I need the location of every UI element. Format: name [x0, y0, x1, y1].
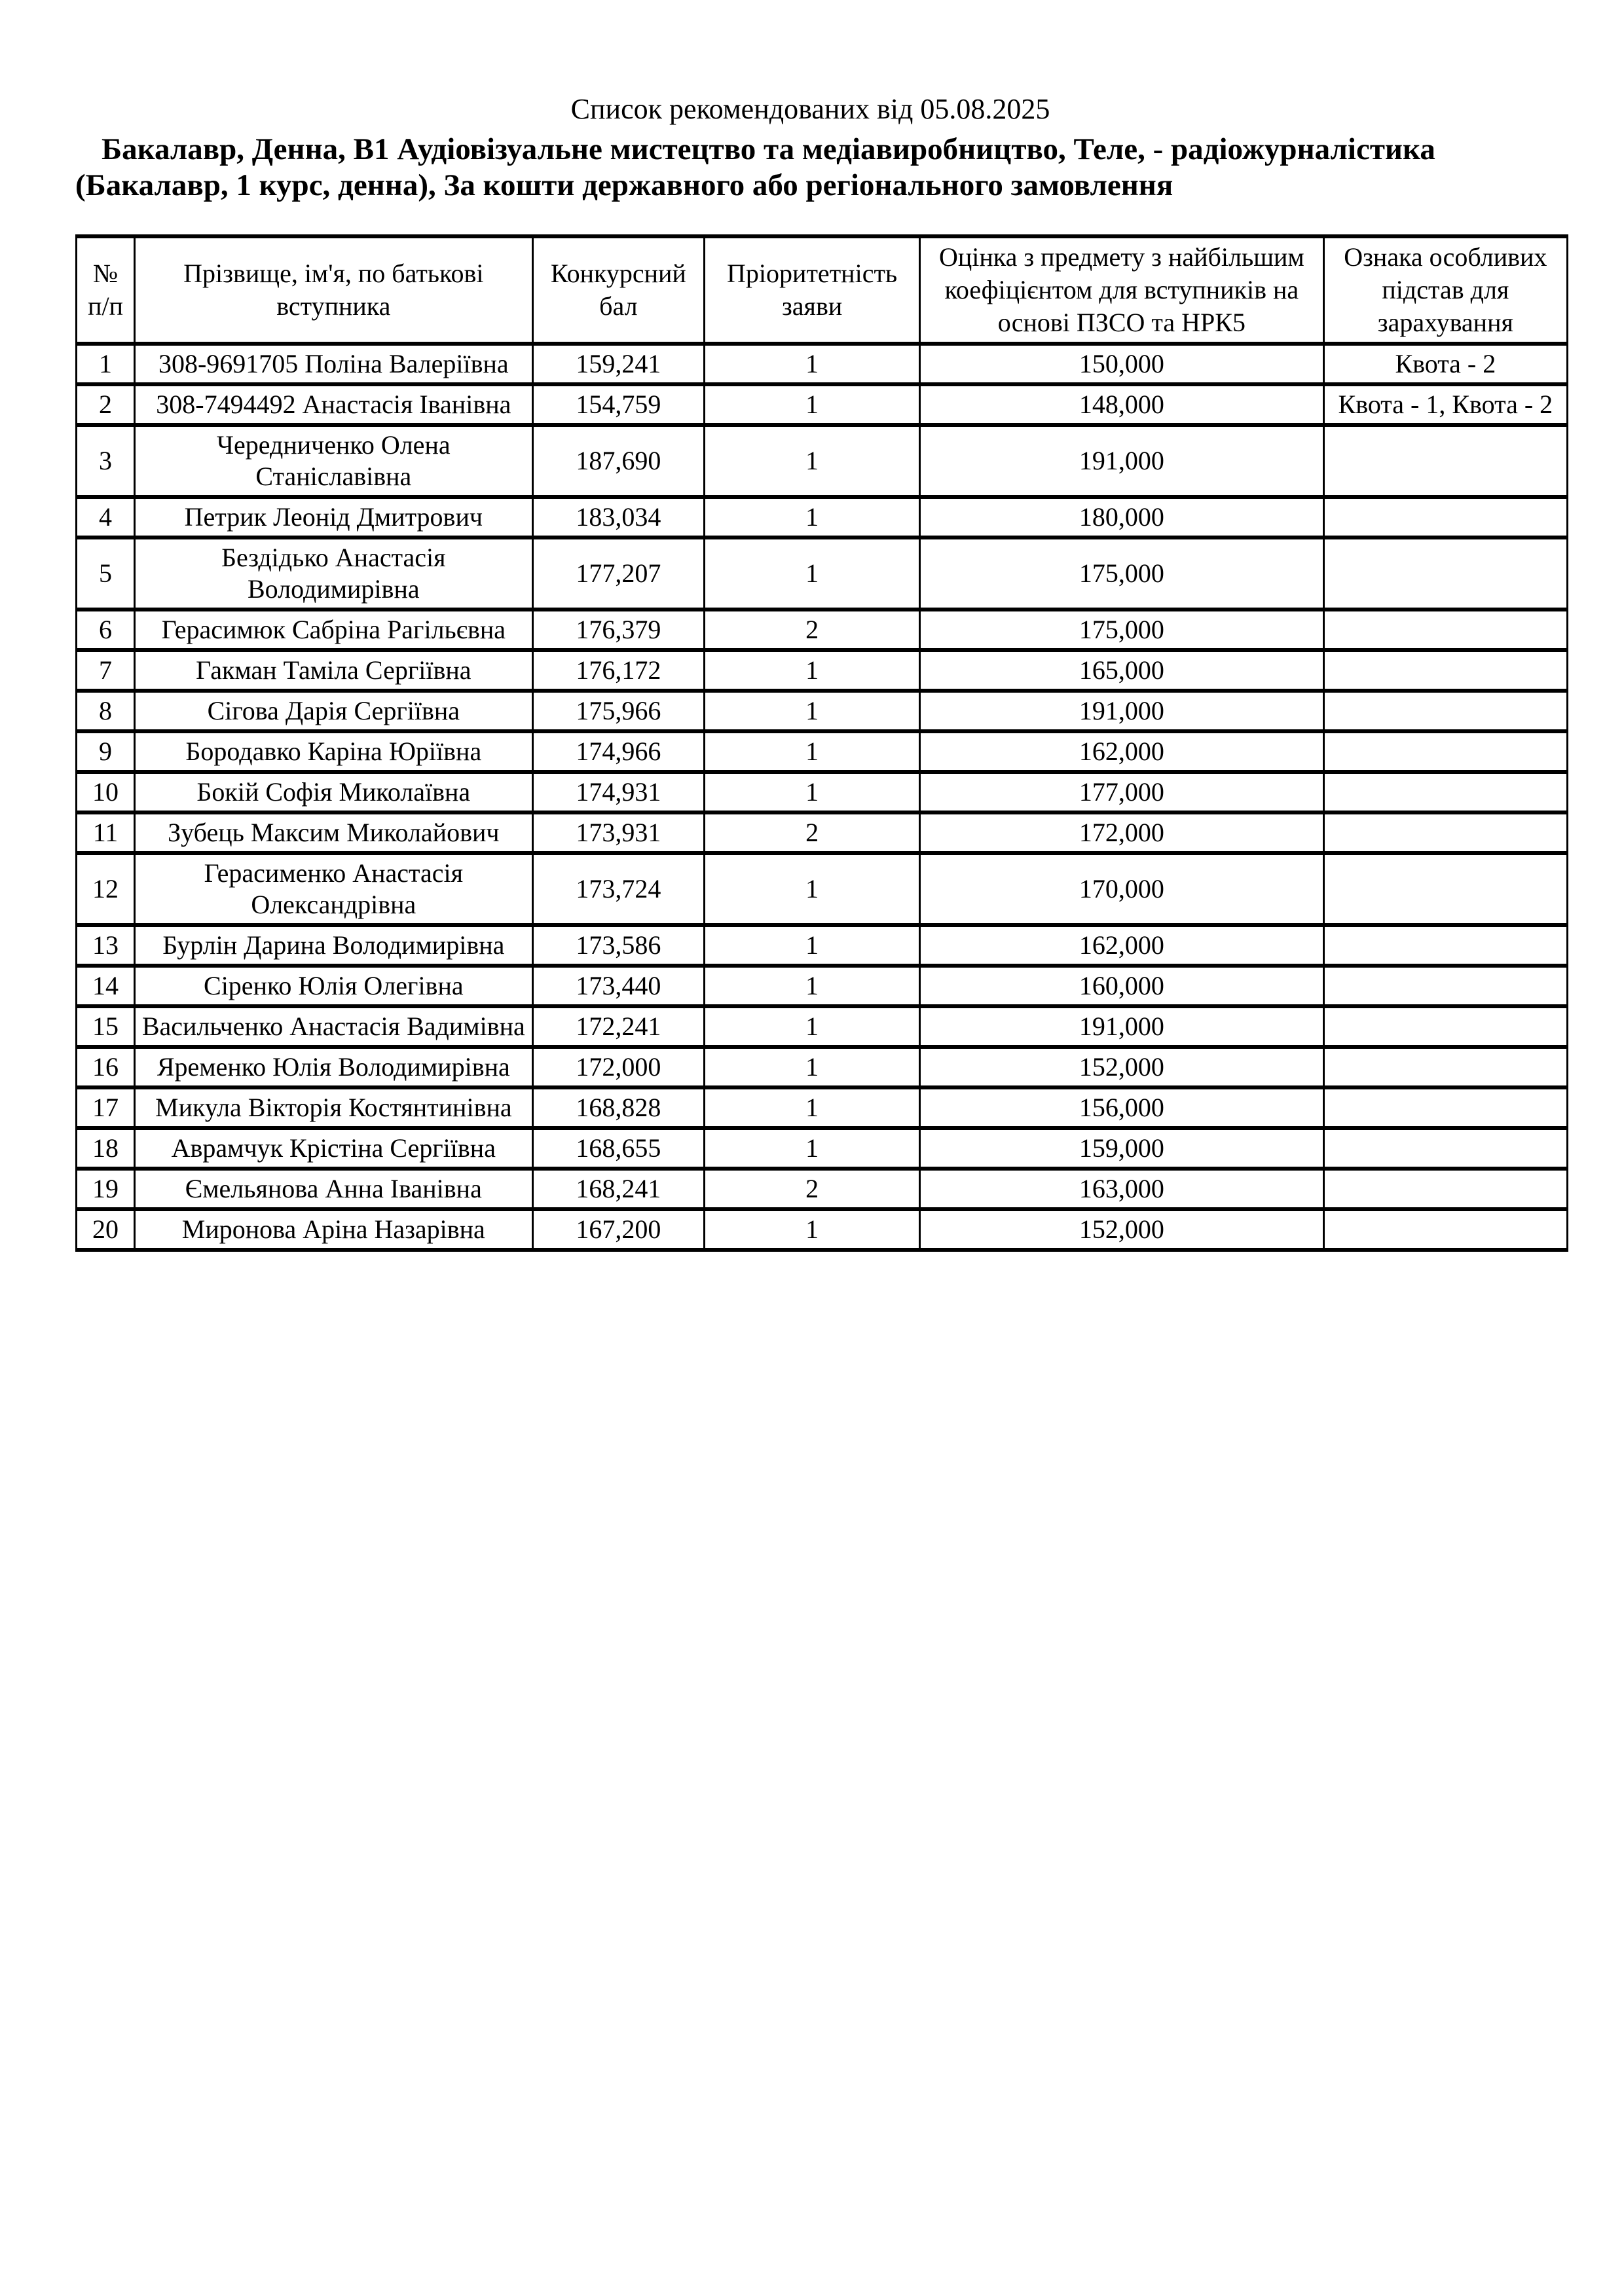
applicant-name-cell: Бородавко Каріна Юріївна	[135, 731, 533, 772]
applicant-name-cell: Сіренко Юлія Олегівна	[135, 966, 533, 1006]
applicant-row	[77, 1209, 1568, 1250]
priority-cell: 1	[705, 538, 920, 610]
applicant-row	[77, 731, 1568, 772]
quota-cell	[1323, 772, 1567, 812]
recommended-applicants-table	[75, 234, 1568, 1252]
subject-score-cell: 150,000	[920, 344, 1324, 384]
applicant-name-cell: Миронова Аріна Назарівна	[135, 1209, 533, 1250]
priority-cell: 1	[705, 772, 920, 812]
quota-cell	[1323, 1128, 1567, 1169]
subject-score-cell: 191,000	[920, 1006, 1324, 1047]
applicant-row	[77, 610, 1568, 650]
applicant-name-cell: Бездідько Анастасія Володимирівна	[135, 538, 533, 610]
applicant-name-cell: Герасимюк Сабріна Рагільєвна	[135, 610, 533, 650]
competitive-score-cell: 168,828	[532, 1087, 705, 1128]
priority-cell: 1	[705, 731, 920, 772]
quota-cell	[1323, 812, 1567, 853]
competitive-score-cell: 175,966	[532, 691, 705, 731]
row-number-cell: 3	[77, 425, 135, 497]
quota-cell	[1323, 650, 1567, 691]
quota-cell	[1323, 691, 1567, 731]
header-special-grounds: Ознака особливих підстав для зарахування	[1323, 236, 1567, 344]
competitive-score-cell: 173,931	[532, 812, 705, 853]
row-number-cell: 7	[77, 650, 135, 691]
competitive-score-cell: 176,172	[532, 650, 705, 691]
competitive-score-cell: 183,034	[532, 497, 705, 538]
row-number-cell: 9	[77, 731, 135, 772]
applicant-row	[77, 650, 1568, 691]
subject-score-cell: 175,000	[920, 538, 1324, 610]
priority-cell: 2	[705, 1169, 920, 1209]
quota-cell	[1323, 1047, 1567, 1087]
quota-cell	[1323, 1209, 1567, 1250]
applicant-row	[77, 384, 1568, 425]
quota-cell	[1323, 1087, 1567, 1128]
quota-cell	[1323, 853, 1567, 925]
applicant-row	[77, 1006, 1568, 1047]
priority-cell: 1	[705, 344, 920, 384]
applicant-name-cell: Сігова Дарія Сергіївна	[135, 691, 533, 731]
quota-cell	[1323, 497, 1567, 538]
quota-cell: Квота - 2	[1323, 344, 1567, 384]
applicant-row	[77, 691, 1568, 731]
applicant-name-cell: Васильченко Анастасія Вадимівна	[135, 1006, 533, 1047]
subject-score-cell: 177,000	[920, 772, 1324, 812]
subject-score-cell: 148,000	[920, 384, 1324, 425]
competitive-score-cell: 173,724	[532, 853, 705, 925]
priority-cell: 1	[705, 1006, 920, 1047]
subject-score-cell: 175,000	[920, 610, 1324, 650]
priority-cell: 1	[705, 1047, 920, 1087]
priority-cell: 2	[705, 610, 920, 650]
row-number-cell: 11	[77, 812, 135, 853]
quota-cell	[1323, 925, 1567, 966]
competitive-score-cell: 168,241	[532, 1169, 705, 1209]
applicant-name-cell: Гакман Таміла Сергіївна	[135, 650, 533, 691]
quota-cell	[1323, 425, 1567, 497]
quota-cell	[1323, 1169, 1567, 1209]
applicant-name-cell: Аврамчук Крістіна Сергіївна	[135, 1128, 533, 1169]
quota-cell	[1323, 966, 1567, 1006]
applicant-row	[77, 1047, 1568, 1087]
priority-cell: 2	[705, 812, 920, 853]
priority-cell: 1	[705, 966, 920, 1006]
subject-score-cell: 163,000	[920, 1169, 1324, 1209]
applicant-row	[77, 344, 1568, 384]
header-row-number: № п/п	[77, 236, 135, 344]
priority-cell: 1	[705, 384, 920, 425]
competitive-score-cell: 187,690	[532, 425, 705, 497]
row-number-cell: 18	[77, 1128, 135, 1169]
competitive-score-cell: 173,440	[532, 966, 705, 1006]
competitive-score-cell: 172,241	[532, 1006, 705, 1047]
program-subtitle: Бакалавр, Денна, В1 Аудіовізуальне мистецтво та медіавиробництво, Теле, - радіожурналістика (Бакалавр, 1 курс, денна), За кошти державного або регіонального замовлення	[75, 132, 1435, 203]
competitive-score-cell: 159,241	[532, 344, 705, 384]
applicant-name-cell: Бокій Софія Миколаївна	[135, 772, 533, 812]
applicant-name-cell: Чередниченко Олена Станіславівна	[135, 425, 533, 497]
row-number-cell: 8	[77, 691, 135, 731]
competitive-score-cell: 174,931	[532, 772, 705, 812]
applicant-row	[77, 538, 1568, 610]
header-competitive-score: Конкурсний бал	[532, 236, 705, 344]
priority-cell: 1	[705, 1209, 920, 1250]
applicant-row	[77, 1087, 1568, 1128]
competitive-score-cell: 177,207	[532, 538, 705, 610]
applicant-row	[77, 425, 1568, 497]
applicant-name-cell: Зубець Максим Миколайович	[135, 812, 533, 853]
row-number-cell: 1	[77, 344, 135, 384]
subject-score-cell: 152,000	[920, 1047, 1324, 1087]
subject-score-cell: 170,000	[920, 853, 1324, 925]
row-number-cell: 14	[77, 966, 135, 1006]
row-number-cell: 10	[77, 772, 135, 812]
row-number-cell: 16	[77, 1047, 135, 1087]
priority-cell: 1	[705, 497, 920, 538]
row-number-cell: 13	[77, 925, 135, 966]
quota-cell	[1323, 538, 1567, 610]
applicant-name-cell: Герасименко Анастасія Олександрівна	[135, 853, 533, 925]
row-number-cell: 12	[77, 853, 135, 925]
subject-score-cell: 152,000	[920, 1209, 1324, 1250]
quota-cell	[1323, 731, 1567, 772]
priority-cell: 1	[705, 1087, 920, 1128]
applicant-name-cell: 308-9691705 Поліна Валеріївна	[135, 344, 533, 384]
competitive-score-cell: 154,759	[532, 384, 705, 425]
applicant-name-cell: Микула Вікторія Костянтинівна	[135, 1087, 533, 1128]
priority-cell: 1	[705, 925, 920, 966]
competitive-score-cell: 167,200	[532, 1209, 705, 1250]
priority-cell: 1	[705, 1128, 920, 1169]
competitive-score-cell: 168,655	[532, 1128, 705, 1169]
priority-cell: 1	[705, 691, 920, 731]
row-number-cell: 20	[77, 1209, 135, 1250]
row-number-cell: 4	[77, 497, 135, 538]
header-applicant-name: Прізвище, ім'я, по батькові вступника	[135, 236, 533, 344]
applicant-row	[77, 497, 1568, 538]
applicant-name-cell: Бурлін Дарина Володимирівна	[135, 925, 533, 966]
competitive-score-cell: 173,586	[532, 925, 705, 966]
priority-cell: 1	[705, 650, 920, 691]
header-application-priority: Пріоритетність заяви	[705, 236, 920, 344]
row-number-cell: 15	[77, 1006, 135, 1047]
applicant-row	[77, 1169, 1568, 1209]
subject-score-cell: 191,000	[920, 691, 1324, 731]
competitive-score-cell: 176,379	[532, 610, 705, 650]
row-number-cell: 17	[77, 1087, 135, 1128]
applicant-name-cell: 308-7494492 Анастасія Іванівна	[135, 384, 533, 425]
priority-cell: 1	[705, 853, 920, 925]
quota-cell: Квота - 1, Квота - 2	[1323, 384, 1567, 425]
row-number-cell: 19	[77, 1169, 135, 1209]
subject-score-cell: 180,000	[920, 497, 1324, 538]
quota-cell	[1323, 1006, 1567, 1047]
row-number-cell: 2	[77, 384, 135, 425]
page-title: Список рекомендованих від 05.08.2025	[570, 93, 1050, 125]
competitive-score-cell: 172,000	[532, 1047, 705, 1087]
table-header-row	[77, 236, 1568, 344]
applicant-row	[77, 772, 1568, 812]
subject-score-cell: 162,000	[920, 925, 1324, 966]
applicant-row	[77, 966, 1568, 1006]
applicant-name-cell: Петрик Леонід Дмитрович	[135, 497, 533, 538]
header-subject-score: Оцінка з предмету з найбільшим коефіцієнтом для вступників на основі ПЗСО та НРК5	[920, 236, 1324, 344]
table-header	[77, 236, 1568, 344]
applicant-row	[77, 812, 1568, 853]
applicant-name-cell: Яременко Юлія Володимирівна	[135, 1047, 533, 1087]
applicant-row	[77, 925, 1568, 966]
applicant-name-cell: Ємельянова Анна Іванівна	[135, 1169, 533, 1209]
subject-score-cell: 165,000	[920, 650, 1324, 691]
subject-score-cell: 159,000	[920, 1128, 1324, 1169]
quota-cell	[1323, 610, 1567, 650]
priority-cell: 1	[705, 425, 920, 497]
subject-score-cell: 191,000	[920, 425, 1324, 497]
subject-score-cell: 156,000	[920, 1087, 1324, 1128]
row-number-cell: 6	[77, 610, 135, 650]
applicant-row	[77, 853, 1568, 925]
subject-score-cell: 172,000	[920, 812, 1324, 853]
row-number-cell: 5	[77, 538, 135, 610]
applicant-row	[77, 1128, 1568, 1169]
subject-score-cell: 162,000	[920, 731, 1324, 772]
applicants-table-body	[77, 344, 1568, 1250]
subject-score-cell: 160,000	[920, 966, 1324, 1006]
competitive-score-cell: 174,966	[532, 731, 705, 772]
